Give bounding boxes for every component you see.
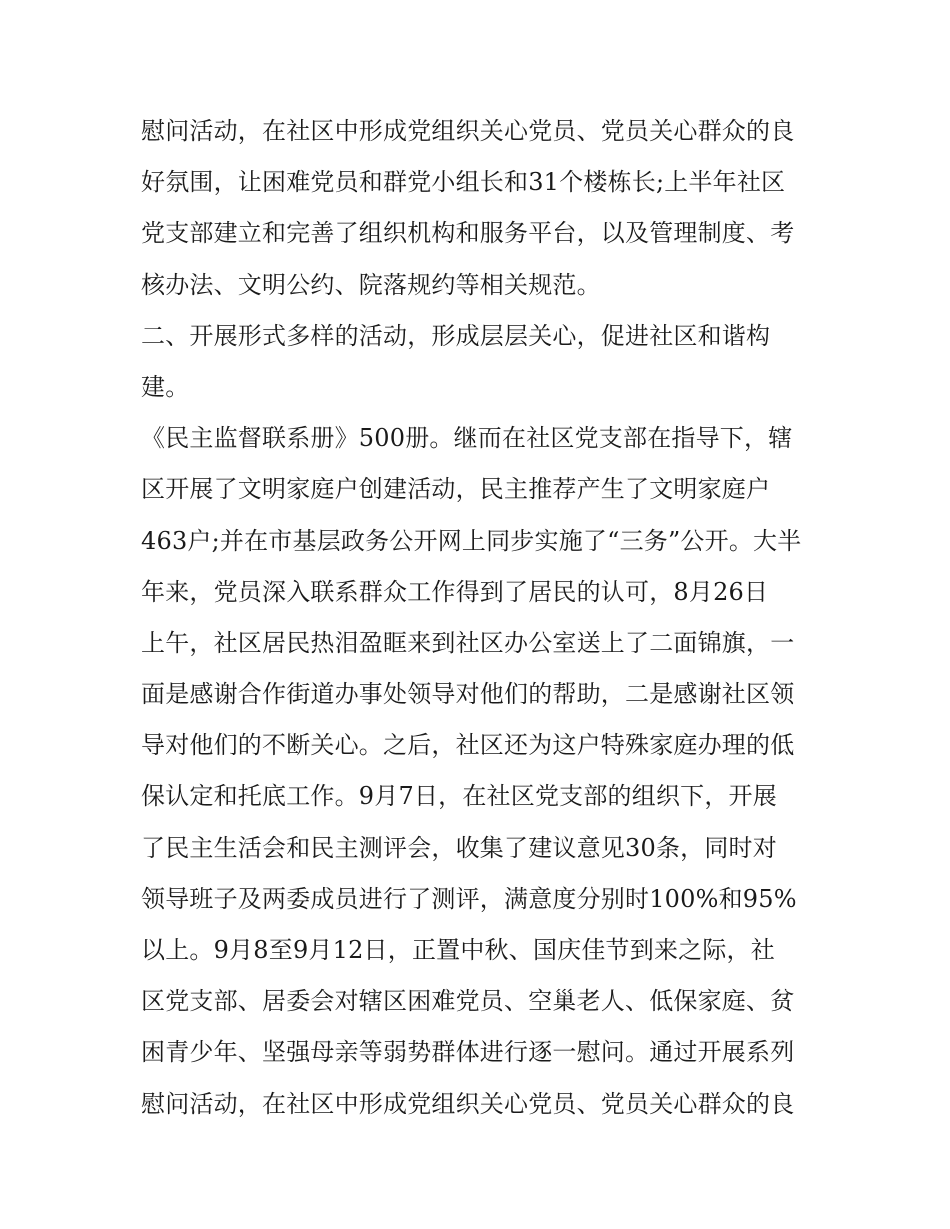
text-line: 导对他们的不断关心。之后，社区还为这户特殊家庭办理的低 bbox=[141, 731, 795, 760]
text-line: 核办法、文明公约、院落规约等相关规范。 bbox=[141, 270, 601, 299]
text-line: 领导班子及两委成员进行了测评，满意度分别时100%和95% bbox=[141, 884, 797, 913]
text-line: 以上。9月8至9月12日，正置中秋、国庆佳节到来之际，社 bbox=[141, 936, 775, 964]
text-line: 463户;并在市基层政务公开网上同步实施了“三务”公开。大半 bbox=[141, 526, 802, 555]
text-line: 党支部建立和完善了组织机构和服务平台，以及管理制度、考 bbox=[141, 219, 795, 248]
section-heading: 二、开展形式多样的活动，形成层层关心，促进社区和谐构 bbox=[141, 321, 771, 350]
text-line: 了民主生活会和民主测评会，收集了建议意见30条，同时对 bbox=[141, 833, 777, 862]
text-line: 好氛围，让困难党员和群党小组长和31个楼栋长;上半年社区 bbox=[141, 168, 786, 197]
body-text bbox=[141, 106, 821, 1130]
text-line: 上午，社区居民热泪盈眶来到社区办公室送上了二面锦旗，一 bbox=[141, 628, 795, 657]
text-line: 区开展了文明家庭户创建活动，民主推荐产生了文明家庭户 bbox=[141, 475, 771, 504]
text-line: 慰问活动，在社区中形成党组织关心党员、党员关心群众的良 bbox=[141, 117, 795, 145]
section-heading-continuation: 建。 bbox=[141, 372, 190, 401]
text-line: 困青少年、坚强母亲等弱势群体进行逐一慰问。通过开展系列 bbox=[141, 1038, 795, 1067]
text-line: 区党支部、居委会对辖区困难党员、空巢老人、低保家庭、贫 bbox=[141, 987, 795, 1016]
text-line: 年来，党员深入联系群众工作得到了居民的认可，8月26日 bbox=[141, 577, 769, 606]
text-line: 《民主监督联系册》500册。继而在社区党支部在指导下，辖 bbox=[141, 424, 793, 453]
text-line: 面是感谢合作街道办事处领导对他们的帮助，二是感谢社区领 bbox=[141, 680, 795, 709]
text-line: 慰问活动，在社区中形成党组织关心党员、党员关心群众的良 bbox=[141, 1089, 795, 1118]
text-line: 保认定和托底工作。9月7日，在社区党支部的组织下，开展 bbox=[141, 782, 777, 811]
